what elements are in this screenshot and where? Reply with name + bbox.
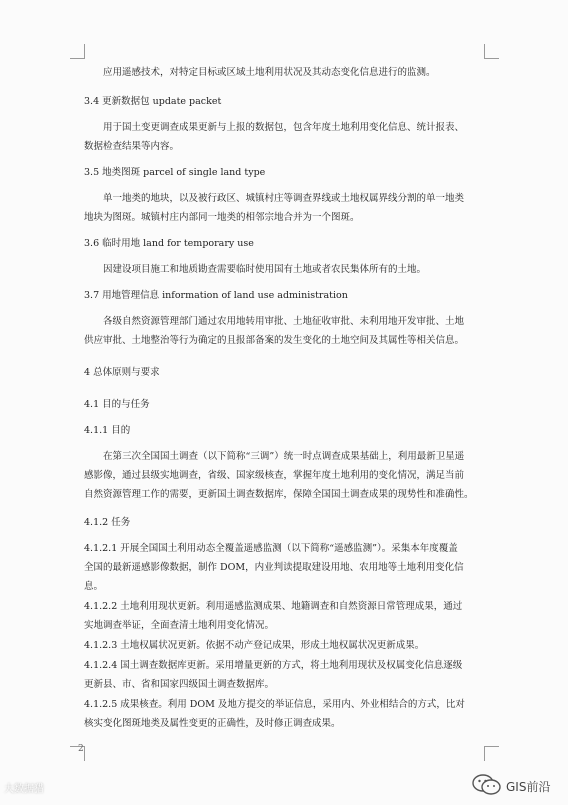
text-line-l13: 4 总体原则与要求 [84, 367, 160, 378]
watermark-left: 大数据猎 [4, 784, 44, 795]
text-line-l29: 核实变化图斑地类及属性变更的正确性，及时修正调查成果。 [84, 718, 341, 729]
text-line-l1: 应用遥感技术，对特定目标或区域土地利用状况及其动态变化信息进行的监测。 [103, 67, 436, 78]
text-line-l25: 4.1.2.3 土地权属状况更新。依据不动产登记成果，形成土地权属状况更新成果。 [84, 640, 425, 651]
text-line-l14: 4.1 目的与任务 [84, 399, 150, 410]
text-line-l9: 因建设项目施工和地质勘查需要临时使用国有土地或者农民集体所有的土地。 [103, 264, 427, 275]
text-line-l10: 3.7 用地管理信息 information of land use administration [84, 290, 348, 301]
text-line-l12: 供应审批、土地整治等行为确定的且报部备案的发生变化的土地空间及其属性等相关信息。 [84, 335, 465, 346]
crop-mark-top-right [484, 44, 499, 59]
watermark-right [472, 770, 568, 800]
text-line-l24: 实地调查举证，全面查清土地利用变化情况。 [84, 620, 275, 631]
text-line-l18: 自然资源管理工作的需要，更新国土调查数据库，保障全国国土调查成果的现势性和准确性。 [84, 489, 474, 500]
text-line-l4: 数据检查结果等内容。 [84, 141, 180, 152]
page-number: 2 [78, 744, 84, 754]
text-line-l26: 4.1.2.4 国土调查数据库更新。采用增量更新的方式，将土地利用现状及权属变化信息逐级 [84, 660, 463, 671]
text-line-l21: 全国的最新遥感影像数据，制作 DOM，内业判读提取建设用地、农用地等土地利用变化信 [84, 562, 464, 573]
text-line-l6: 单一地类的地块，以及被行政区、城镇村庄等调查界线或土地权属界线分割的单一地类 [103, 193, 465, 204]
text-line-l2: 3.4 更新数据包 update packet [84, 96, 222, 107]
text-line-l16: 在第三次全国国土调查（以下简称“三调”）统一时点调查成果基础上，利用最新卫星遥 [103, 451, 465, 462]
text-line-l28: 4.1.2.5 成果核查。利用 DOM 及地方提交的举证信息，采用内、外业相结合的方式，比对 [84, 699, 465, 710]
text-line-l23: 4.1.2.2 土地利用现状更新。利用遥感监测成果、地籍调查和自然资源日常管理成果，通过 [84, 601, 463, 612]
text-line-l20: 4.1.2.1 开展全国国土利用动态全覆盖遥感监测（以下简称“遥感监测”）。采集本年度覆盖 [84, 543, 458, 554]
text-line-l5: 3.5 地类图斑 parcel of single land type [84, 167, 266, 178]
text-line-l8: 3.6 临时用地 land for temporary use [84, 238, 254, 249]
text-line-l3: 用于国土变更调查成果更新与上报的数据包，包含年度土地利用变化信息、统计报表、 [103, 122, 465, 133]
crop-mark-top-left [70, 44, 85, 59]
text-line-l17: 感影像，通过县级实地调查，省级、国家级核查，掌握年度土地利用的变化情况，满足当前 [84, 470, 465, 481]
text-line-l27: 更新县、市、省和国家四级国土调查数据库。 [84, 679, 275, 690]
text-line-l22: 息。 [84, 581, 104, 592]
watermark-right-text: GIS前沿 [506, 780, 551, 794]
text-line-l15: 4.1.1 目的 [84, 425, 131, 436]
text-line-l11: 各级自然资源管理部门通过农用地转用审批、土地征收审批、未利用地开发审批、土地 [103, 316, 465, 327]
crop-mark-bottom-right [484, 746, 499, 761]
text-line-l7: 地块为图斑。城镇村庄内部同一地类的相邻宗地合并为一个图斑。 [84, 212, 360, 223]
text-line-l19: 4.1.2 任务 [84, 517, 131, 528]
wechat-icon [472, 774, 502, 796]
